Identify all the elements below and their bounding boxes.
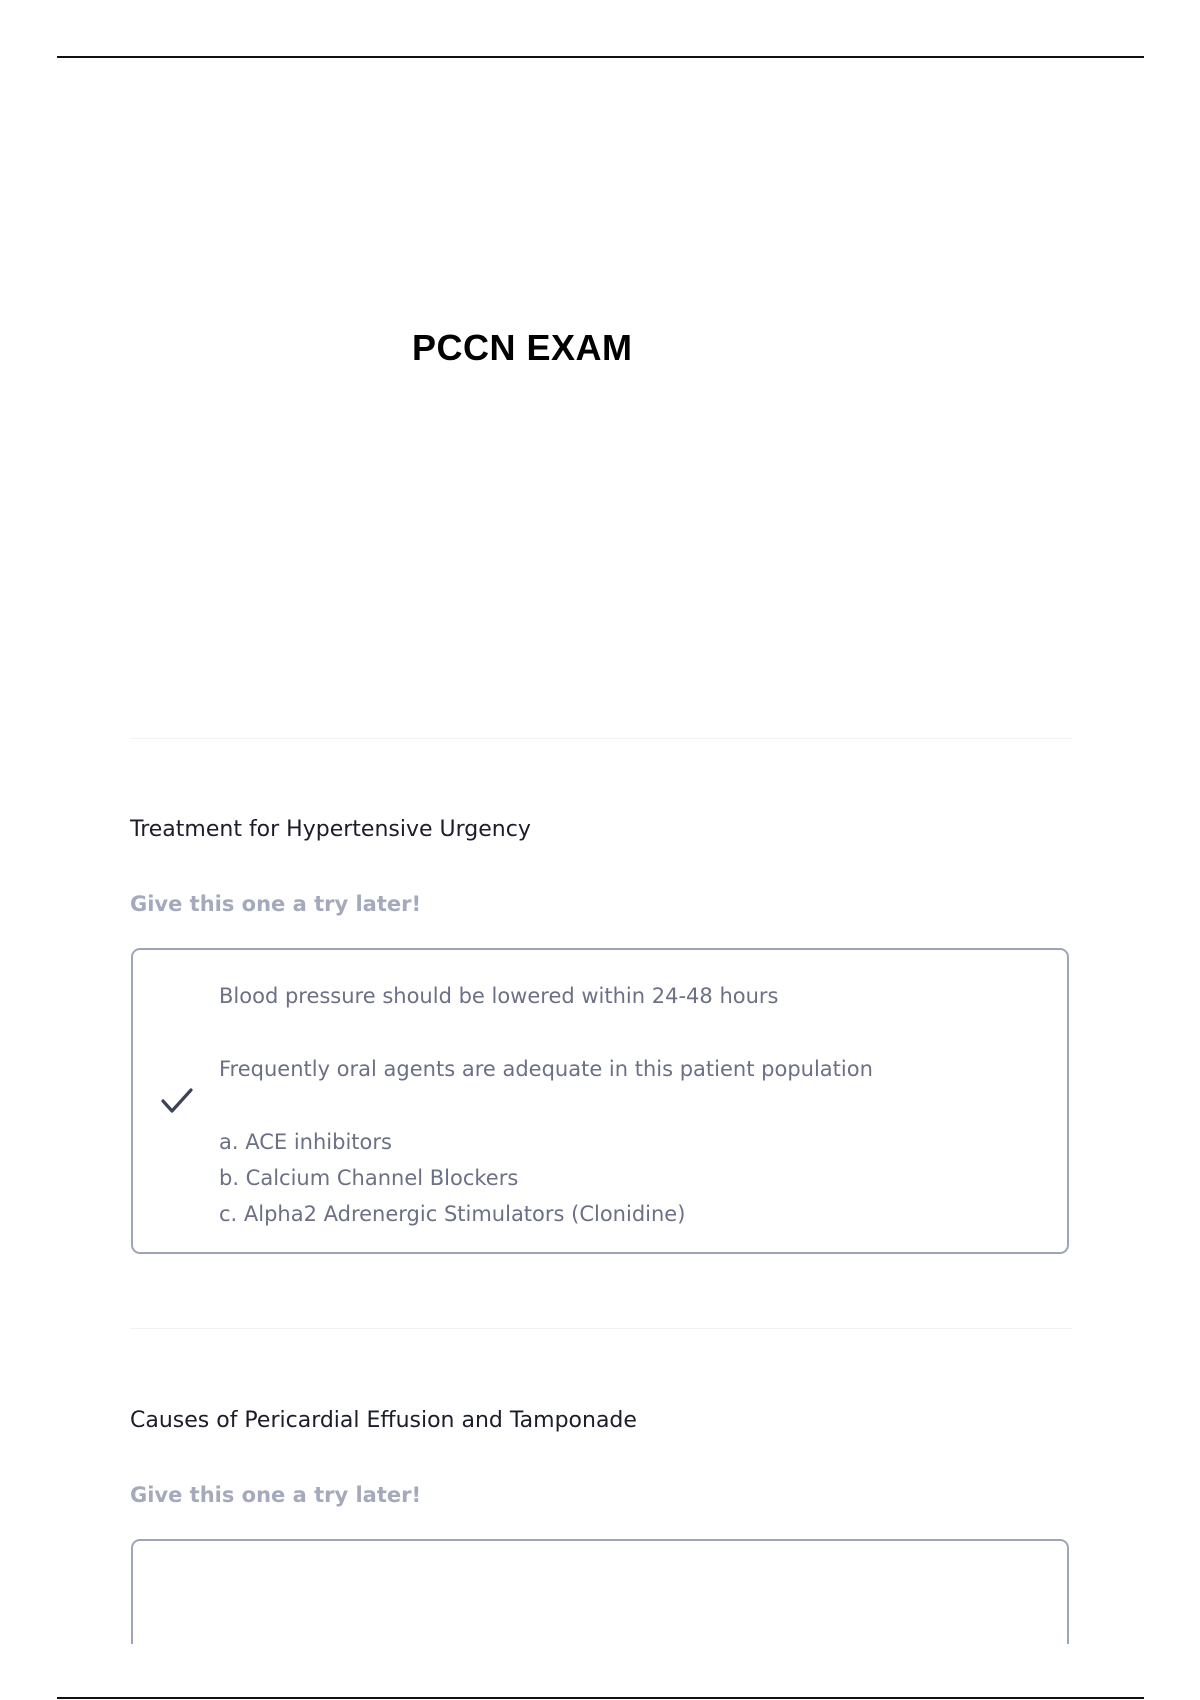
card-divider — [130, 1328, 1072, 1329]
card-title: Causes of Pericardial Effusion and Tamponade — [130, 1408, 637, 1433]
checkmark-icon — [160, 1086, 194, 1116]
answer-card[interactable] — [131, 1539, 1069, 1644]
page-top-rule — [57, 56, 1144, 58]
page-bottom-rule — [57, 1697, 1144, 1699]
card-title: Treatment for Hypertensive Urgency — [130, 817, 531, 842]
answer-line: Frequently oral agents are adequate in this patient population — [219, 1057, 873, 1081]
answer-text — [219, 978, 1027, 1232]
card-divider — [130, 738, 1072, 739]
status-label: Give this one a try later! — [130, 1483, 422, 1507]
status-label: Give this one a try later! — [130, 892, 422, 916]
answer-list-item: c. Alpha2 Adrenergic Stimulators (Clonidine) — [219, 1202, 686, 1226]
answer-card[interactable] — [131, 948, 1069, 1254]
answer-list-item: a. ACE inhibitors — [219, 1130, 392, 1154]
answer-list-item: b. Calcium Channel Blockers — [219, 1166, 519, 1190]
document-title: PCCN EXAM — [412, 327, 633, 368]
answer-line: Blood pressure should be lowered within 24-48 hours — [219, 984, 779, 1008]
